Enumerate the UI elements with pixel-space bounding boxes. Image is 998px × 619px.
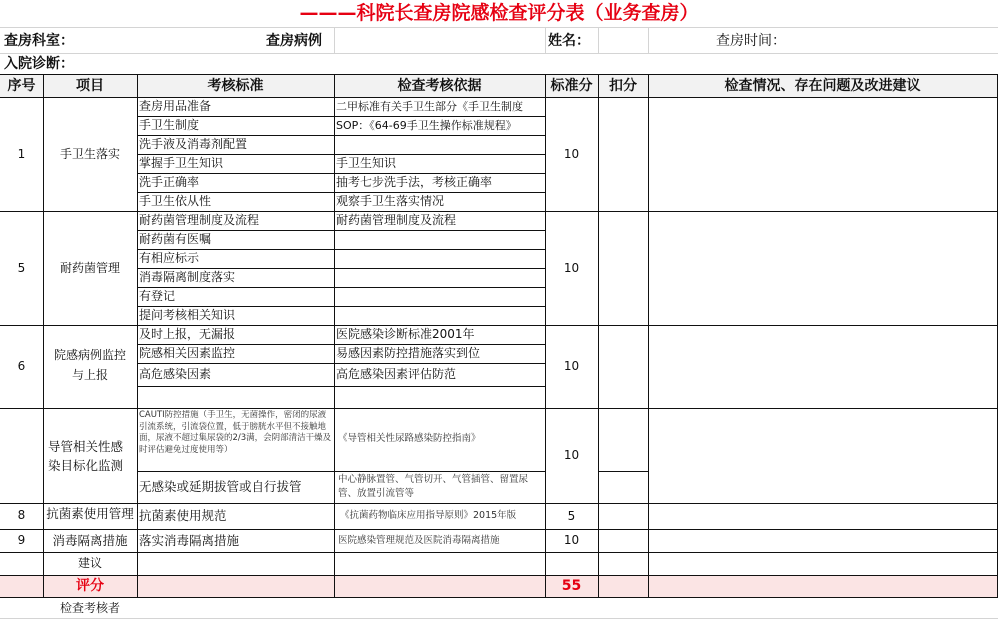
- case-label: 查房病例: [266, 33, 322, 49]
- standard-cell: 抗菌素使用规范: [139, 508, 227, 523]
- section-no: [0, 408, 43, 503]
- standard-cell: 消毒隔离制度落实: [139, 270, 236, 284]
- standard-cell: 耐药菌管理制度及流程: [139, 213, 260, 227]
- basis-cell: 易感因素防控措施落实到位: [336, 346, 481, 360]
- section-no: 9: [17, 533, 26, 547]
- section-item: 院感病例监控与上报: [53, 348, 126, 382]
- standard-cell: 洗手液及消毒剂配置: [139, 137, 248, 151]
- header-no: 序号: [7, 78, 36, 94]
- standard-cell: 落实消毒隔离措施: [139, 533, 240, 548]
- diagnosis-label: 入院诊断：: [4, 56, 74, 72]
- header-standard: 考核标准: [207, 78, 264, 94]
- standard-cell: 查房用品准备: [139, 99, 212, 113]
- cauti-basis: 《导管相关性尿路感染防控指南》: [338, 433, 481, 444]
- extubation-standard: 无感染或延期拔管或自行拔管: [139, 479, 302, 494]
- basis-cell: 医院感染管理规范及医院消毒隔离措施: [338, 535, 500, 546]
- basis-cell: 手卫生知识: [336, 156, 397, 170]
- section-score: 10: [563, 359, 580, 373]
- section-item: 消毒隔离措施: [52, 533, 128, 548]
- section-item: 导管相关性感染目标化监测: [48, 439, 124, 473]
- name-label: 姓名：: [548, 33, 590, 49]
- section-no: 8: [17, 508, 26, 522]
- standard-cell: 高危感染因素: [139, 367, 212, 381]
- header-remarks: 检查情况、存在问题及改进建议: [724, 78, 921, 94]
- header-deduct: 扣分: [609, 78, 637, 94]
- section-score: 5: [567, 509, 576, 523]
- standard-cell: 掌握手卫生知识: [139, 156, 224, 170]
- standard-cell: 有登记: [139, 289, 176, 303]
- section-score: 10: [563, 147, 580, 161]
- score-label: 评分: [76, 578, 104, 594]
- basis-cell: 高危感染因素评估防范: [336, 367, 457, 381]
- section-no: 1: [17, 147, 26, 161]
- basis-cell: 医院感染诊断标准2001年: [336, 327, 475, 341]
- dept-label: 查房科室：: [4, 33, 74, 49]
- standard-cell: 有相应标示: [139, 251, 200, 265]
- header-score: 标准分: [550, 78, 593, 94]
- section-score: 10: [563, 533, 580, 547]
- basis-cell: SOP：《64-69手卫生操作标准规程》: [336, 119, 517, 132]
- standard-cell: 耐药菌有医嘱: [139, 232, 212, 246]
- suggestion-label: 建议: [77, 556, 102, 570]
- section-item: 抗菌素使用管理: [46, 506, 134, 521]
- extubation-basis: 中心静脉置管、气管切开、气管插管、留置尿管、放置引流管等: [338, 474, 529, 499]
- standard-cell: 提问考核相关知识: [139, 308, 236, 322]
- basis-cell: 耐药菌管理制度及流程: [336, 213, 457, 227]
- cauti-standard: CAUTI防控措施（手卫生，无菌操作，密闭的尿液引流系统，引流袋位置，低于膀胱水平但不接触地面，尿液不超过集尿袋的2/3满，会阴部清洁干燥及时评估避免过度使用等）: [139, 410, 332, 455]
- basis-cell: 抽考七步洗手法，考核正确率: [336, 175, 493, 189]
- examiner-label: 检查考核者: [59, 601, 120, 615]
- section-item: 手卫生落实: [59, 147, 120, 161]
- section-item: 耐药菌管理: [59, 261, 120, 275]
- header-basis: 检查考核依据: [397, 78, 482, 94]
- section-score: 10: [563, 261, 580, 275]
- time-label: 查房时间：: [716, 33, 786, 49]
- basis-cell: 观察手卫生落实情况: [336, 194, 445, 208]
- section-no: 6: [17, 359, 26, 373]
- standard-cell: 洗手正确率: [139, 175, 200, 189]
- page-title: ———科院长查房院感检查评分表（业务查房）: [299, 2, 699, 24]
- basis-cell: 二甲标准有关手卫生部分《手卫生制度: [336, 100, 523, 113]
- standard-cell: 手卫生制度: [139, 118, 200, 132]
- basis-cell: 《抗菌药物临床应用指导原则》2015年版: [340, 510, 517, 521]
- total-score: 55: [561, 578, 582, 594]
- section-no: 5: [17, 261, 26, 275]
- standard-cell: 院感相关因素监控: [139, 346, 236, 360]
- standard-cell: 及时上报，无漏报: [139, 327, 236, 341]
- section-score: 10: [563, 448, 580, 462]
- standard-cell: 手卫生依从性: [139, 194, 212, 208]
- header-item: 项目: [76, 78, 104, 94]
